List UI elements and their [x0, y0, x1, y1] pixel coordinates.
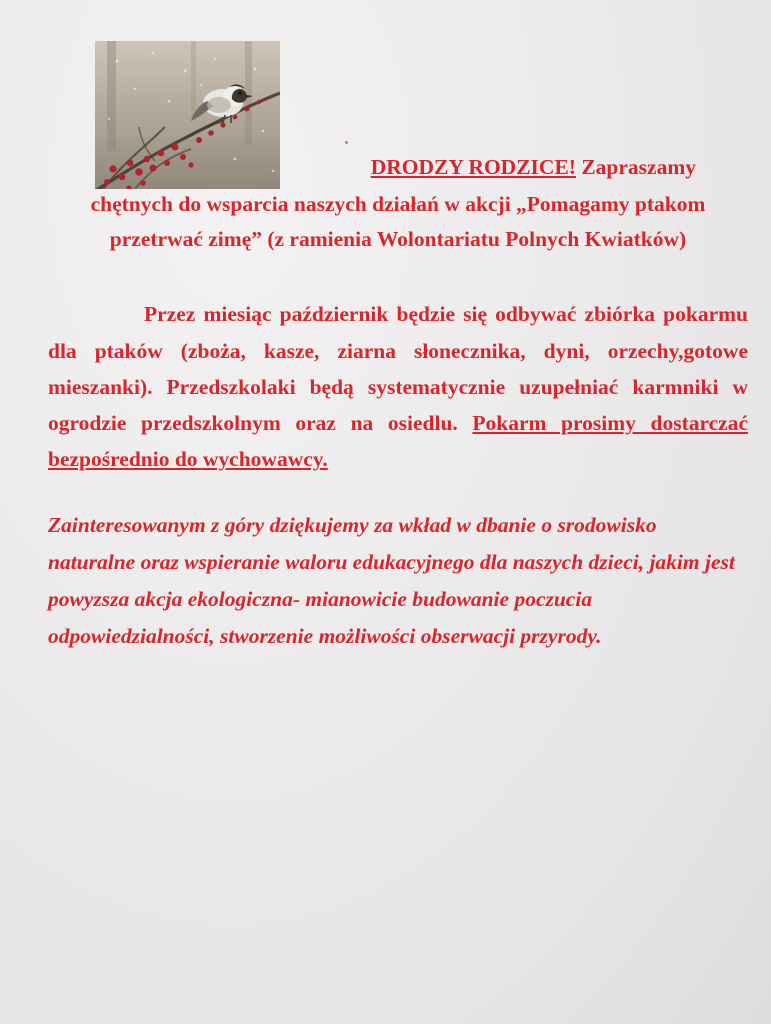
- intro-remaining-text: chętnych do wsparcia naszych działań w akcji „Pomagamy ptakom przetrwać zimę” (z ramienia Wolontariatu Polnych Kwiatków): [90, 191, 706, 251]
- paper-speck: [345, 141, 348, 144]
- intro-paragraph: [48, 150, 748, 256]
- thanks-paragraph: Zainteresowanym z góry dziękujemy za wkład w dbanie o srodowisko naturalne oraz wspieranie waloru edukacyjnego dla naszych dzieci, jakim jest powyzsza akcja ekologiczna- mianowicie budowanie poczucia odpowiedzialności, stworzenie możliwości obserwacji przyrody.: [48, 513, 735, 648]
- intro-first-line-rest: Zapraszamy: [581, 155, 696, 179]
- intro-first-line: [48, 150, 748, 185]
- body-paragraph: [48, 296, 748, 477]
- body-paragraph-underlined: Pokarm prosimy dostarczać bezpośrednio do wychowawcy.: [48, 410, 749, 471]
- intro-lead-text: DRODZY RODZICE!: [370, 155, 576, 179]
- notice-text-block: [48, 150, 748, 659]
- body-paragraph-main: Przez miesiąc październik będzie się odbywać zbiórka pokarmu dla ptaków (zboża, kasze, ziarna słonecznika, dyni, orzechy,gotowe mieszanki). Przedszkolaki będą systematycznie uzupełniać karmniki w ogrodzie przedszkolnym oraz na osiedlu.: [48, 302, 748, 435]
